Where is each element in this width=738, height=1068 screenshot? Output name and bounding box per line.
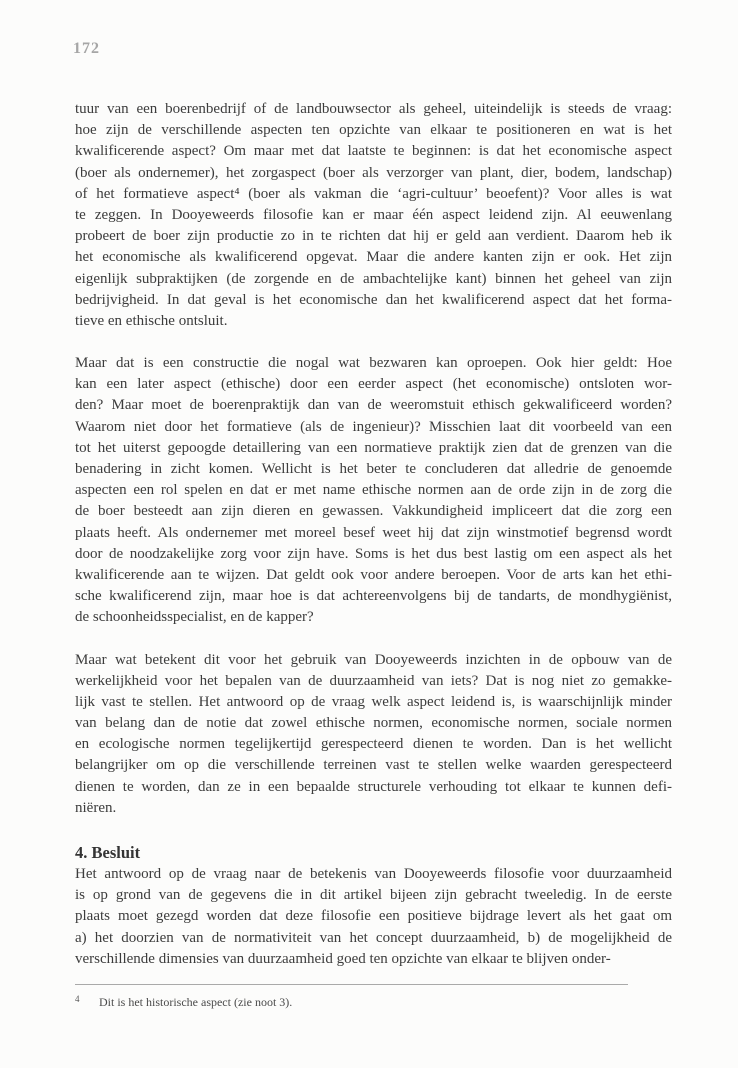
text-line: (boer als ondernemer), het zorgaspect (boer als verzorger van plant, dier, bodem, landschap) (75, 164, 672, 181)
article-body (75, 101, 672, 993)
text-line: kwalificerende aan te wijzen. Dat geldt ook voor andere beroepen. Voor de arts kan het ethi- (75, 566, 672, 583)
footnote-marker: 4 (75, 994, 80, 1004)
footnote (75, 992, 628, 1010)
text-line: tieve en ethische ontsluit. (75, 312, 228, 329)
text-line: verschillende dimensies van duurzaamheid goed ten opzichte van elkaar te blijven onder- (75, 950, 611, 967)
text-line: Het antwoord op de vraag naar de betekenis van Dooyeweerds filosofie voor duurzaamheid (75, 866, 672, 882)
text-line: kan een later aspect (ethische) door een eerder aspect (het economische) ontsloten wor- (75, 376, 672, 393)
text-line: eigenlijk subpraktijken (de zorgende en de ambachtelijke kant) binnen het geheel van zijn (75, 270, 672, 287)
paragraph (75, 101, 672, 334)
text-line: tuur van een boerenbedrijf of de landbouwsector als geheel, uiteindelijk is steeds de vraag: (75, 101, 672, 117)
text-line: werkelijkheid voor het bepalen van de duurzaamheid van iets? Dat is nog niet zo gemakke- (75, 672, 672, 689)
text-line: door de noodzakelijke zorg voor zijn have. Soms is het dus best lastig om een aspect als het (75, 545, 672, 562)
text-line: Maar dat is een constructie die nogal wat bezwaren kan oproepen. Ook hier geldt: Hoe (75, 355, 672, 372)
text-line: a) het doorzien van de normativiteit van het concept duurzaamheid, b) de mogelijkheid de (75, 929, 672, 946)
text-line: hoe zijn de verschillende aspecten ten opzichte van elkaar te positioneren en wat is het (75, 122, 672, 139)
text-line: aspecten een rol spelen en dat er met name ethische normen aan de orde zijn in de zorg die (75, 482, 672, 499)
text-line: sche kwalificerend zijn, maar hoe is dat achtereenvolgens bij de tandarts, de mondhygiënist, (75, 588, 672, 605)
footnote-area (75, 984, 628, 1010)
text-line: Waarom niet door het formatieve (als de ingenieur)? Misschien laat dit voorbeeld van een (75, 418, 672, 435)
text-line: dienen te worden, dan ze in een bepaalde structurele verhouding tot elkaar te kunnen defi- (75, 778, 672, 795)
text-line: is op grond van de gegevens die in dit artikel bijeen zijn gebracht tweeledig. In de eerste (75, 887, 672, 904)
text-line: en ecologische normen tegelijkertijd gerespecteerd dienen te worden. Dan is het wellicht (75, 736, 672, 753)
text-line: van belang dan de notie dat zowel ethische normen, economische normen, sociale normen (75, 715, 672, 732)
text-line: of het formatieve aspect⁴ (boer als vakman die ‘agri-cultuur’ beoefent)? Voor alles is wat (75, 185, 672, 202)
page-number: 172 (73, 40, 100, 57)
footnote-text: Dit is het historische aspect (zie noot 3). (99, 995, 293, 1009)
text-line: de schoonheidsspecialist, en de kapper? (75, 609, 314, 626)
text-line: plaats moet gezegd worden dat deze filosofie een positieve bijdrage levert als het gaat om (75, 908, 672, 925)
paragraph (75, 866, 672, 972)
paragraph (75, 355, 672, 630)
text-line: tot het uiterst gepoogde detaillering van een normatieve praktijk zien dat de grenzen van die (75, 439, 672, 456)
text-line: het economische als kwalificerend opgevat. Maar die andere kanten zijn er ook. Het zijn (75, 249, 672, 266)
text-line: probeert de boer zijn productie zo in te richten dat hij er geld aan verdient. Daarom heb ik (75, 228, 672, 245)
text-line: bedrijvigheid. In dat geval is het economische dan het kwalificerend aspect dat het forma- (75, 291, 672, 308)
text-line: de boer besteedt aan zijn dieren en gewassen. Vakkundigheid impliceert dat die zorg een (75, 503, 672, 520)
text-line: Maar wat betekent dit voor het gebruik van Dooyeweerds inzichten in de opbouw van de (75, 651, 672, 668)
text-line: benadering in zicht komen. Wellicht is het beter te concluderen dat alledrie de genoemde (75, 461, 672, 477)
text-line: niëren. (75, 799, 117, 816)
text-line: belangrijker om op die verschillende terreinen vast te stellen welke waarden gerespecteerd (75, 757, 672, 774)
text-line: te zeggen. In Dooyeweerds filosofie kan er maar één aspect leidend zijn. Al eeuwenlang (75, 206, 672, 223)
paragraph (75, 652, 672, 822)
text-line: plaats heeft. Als ondernemer met moreel besef weet hij dat zijn winstmotief begrensd wordt (75, 524, 672, 541)
section-heading: 4. Besluit (75, 843, 141, 862)
text-line: lijk vast te stellen. Het antwoord op de vraag welk aspect leidend is, is waarschijnlijk minder (75, 693, 672, 710)
text-line: kwalificerende aspect? Om maar met dat laatste te beginnen: is dat het economische aspect (75, 143, 672, 160)
text-line: den? Maar moet de boerenpraktijk dan van de weeromstuit ethisch gekwalificeerd worden? (75, 397, 672, 414)
